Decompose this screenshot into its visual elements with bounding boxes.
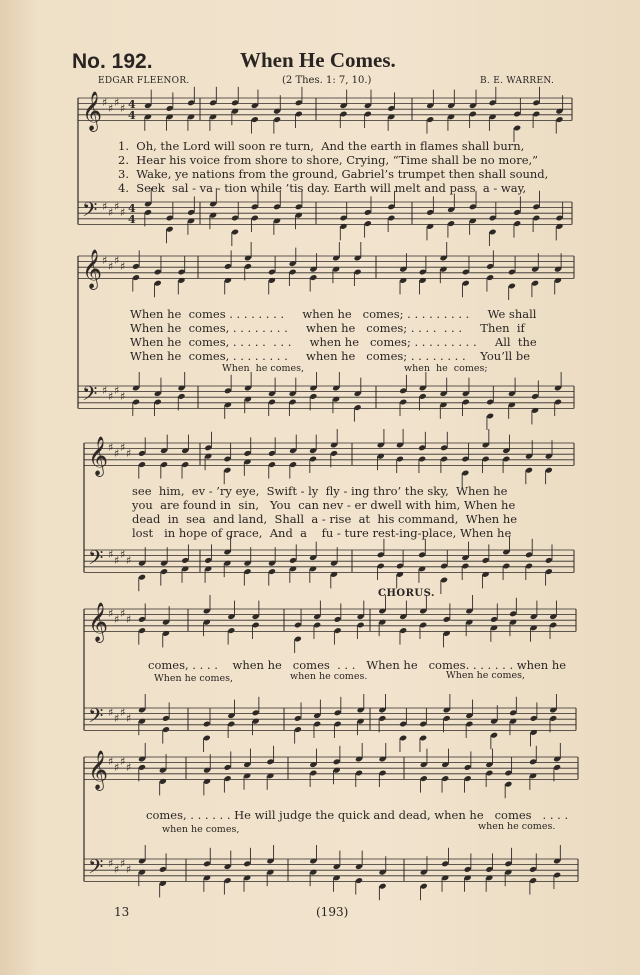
sharp-sign: ♯ bbox=[108, 548, 114, 561]
chorus-echo-4: when he comes, bbox=[162, 824, 240, 835]
time-signature: 4 bbox=[128, 98, 136, 111]
verse-3-line-3: dead in sea and land, Shall a - rise at his command, When he bbox=[132, 512, 518, 526]
sharp-sign: ♯ bbox=[120, 706, 126, 719]
sharp-sign: ♯ bbox=[114, 761, 120, 774]
time-signature: 4 bbox=[128, 213, 136, 226]
sharp-sign: ♯ bbox=[126, 761, 132, 774]
bass-echo-2: when he comes; bbox=[404, 363, 488, 374]
sharp-sign: ♯ bbox=[108, 607, 114, 620]
verse-1-line-1: 1. Oh, the Lord will soon re turn, And the earth in flames shall burn, bbox=[118, 139, 525, 153]
chorus-line-2: comes, . . . . . . He will judge the quick and dead, when he comes . . . . bbox=[146, 808, 569, 822]
verse-1-line-2: When he comes . . . . . . . . when he comes; . . . . . . . . . We shall bbox=[130, 307, 537, 321]
sharp-sign: ♯ bbox=[114, 447, 120, 460]
bass-clef: 𝄢 bbox=[88, 855, 104, 883]
sharp-sign: ♯ bbox=[120, 441, 126, 454]
hymn-number: No. 192. bbox=[72, 50, 153, 73]
treble-clef: 𝄞 bbox=[88, 436, 109, 476]
bass-echo-1: When he comes, bbox=[222, 363, 304, 374]
sharp-sign: ♯ bbox=[126, 554, 132, 567]
lyricist-credit: EDGAR FLEENOR. bbox=[98, 76, 190, 86]
sharp-sign: ♯ bbox=[114, 384, 120, 397]
bass-clef: 𝄢 bbox=[88, 704, 104, 732]
verse-2-line-3: you are found in sin, You can nev - er dwell with him, When he bbox=[132, 498, 516, 512]
sharp-sign: ♯ bbox=[126, 863, 132, 876]
verse-4-line-3: lost in hope of grace, And a fu - ture rest-ing-place, When he bbox=[132, 526, 512, 540]
sharp-sign: ♯ bbox=[114, 200, 120, 213]
chorus-echo-1: When he comes, bbox=[154, 673, 233, 684]
sharp-sign: ♯ bbox=[102, 200, 108, 213]
sharp-sign: ♯ bbox=[108, 857, 114, 870]
sharp-sign: ♯ bbox=[114, 613, 120, 626]
verse-2-line-1: 2. Hear his voice from shore to shore, Crying, “Time shall be no more,” bbox=[118, 153, 539, 167]
sharp-sign: ♯ bbox=[114, 554, 120, 567]
time-signature: 4 bbox=[128, 202, 136, 215]
chorus-echo-2: when he comes. bbox=[290, 671, 368, 682]
sharp-sign: ♯ bbox=[108, 390, 114, 403]
sharp-sign: ♯ bbox=[120, 607, 126, 620]
sharp-sign: ♯ bbox=[126, 712, 132, 725]
sharp-sign: ♯ bbox=[108, 706, 114, 719]
sharp-sign: ♯ bbox=[108, 260, 114, 273]
sharp-sign: ♯ bbox=[120, 857, 126, 870]
sharp-sign: ♯ bbox=[120, 206, 126, 219]
composer-credit: B. E. WARREN. bbox=[480, 76, 555, 86]
hymn-title: When He Comes. bbox=[240, 48, 396, 72]
verse-4-line-2: When he comes, . . . . . . . . when he comes; . . . . . . . . You’ll be bbox=[130, 349, 531, 363]
verse-1-line-3: see him, ev - ’ry eye, Swift - ly fly - ing thro’ the sky, When he bbox=[132, 484, 508, 498]
verse-4-line-1: 4. Seek sal - va - tion while ’tis day. Earth will melt and pass a - way, bbox=[118, 181, 527, 195]
sharp-sign: ♯ bbox=[102, 96, 108, 109]
sharp-sign: ♯ bbox=[126, 447, 132, 460]
chorus-echo-3: When he comes, bbox=[446, 670, 525, 681]
time-signature: 4 bbox=[128, 109, 136, 122]
sharp-sign: ♯ bbox=[108, 755, 114, 768]
treble-clef: 𝄞 bbox=[82, 249, 103, 289]
sharp-sign: ♯ bbox=[120, 548, 126, 561]
sharp-sign: ♯ bbox=[102, 384, 108, 397]
chorus-line-1: comes, . . . . when he comes . . . When he comes. . . . . . . when he bbox=[148, 658, 567, 672]
page-number-left: 13 bbox=[114, 905, 130, 919]
sharp-sign: ♯ bbox=[120, 755, 126, 768]
sharp-sign: ♯ bbox=[108, 441, 114, 454]
sharp-sign: ♯ bbox=[108, 102, 114, 115]
chorus-echo-5: when he comes. bbox=[478, 821, 556, 832]
verse-3-line-2: When he comes, . . . . . . . . when he comes; . . . . . . . . . All the bbox=[130, 335, 537, 349]
sharp-sign: ♯ bbox=[120, 390, 126, 403]
page-number-center: (193) bbox=[316, 905, 349, 919]
bass-clef: 𝄢 bbox=[82, 198, 98, 226]
sharp-sign: ♯ bbox=[126, 613, 132, 626]
verse-2-line-2: When he comes, . . . . . . . . when he comes; . . . . . . . Then if bbox=[130, 321, 525, 335]
verse-3-line-1: 3. Wake, ye nations from the ground, Gabriel’s trumpet then shall sound, bbox=[118, 167, 549, 181]
bass-clef: 𝄢 bbox=[88, 546, 104, 574]
scripture-reference: (2 Thes. 1: 7, 10.) bbox=[282, 75, 372, 86]
sharp-sign: ♯ bbox=[120, 102, 126, 115]
sharp-sign: ♯ bbox=[102, 254, 108, 267]
sharp-sign: ♯ bbox=[108, 206, 114, 219]
sharp-sign: ♯ bbox=[114, 254, 120, 267]
bass-clef: 𝄢 bbox=[82, 382, 98, 410]
sharp-sign: ♯ bbox=[114, 712, 120, 725]
treble-clef: 𝄞 bbox=[88, 602, 109, 642]
treble-clef: 𝄞 bbox=[88, 750, 109, 790]
sharp-sign: ♯ bbox=[114, 96, 120, 109]
treble-clef: 𝄞 bbox=[82, 91, 103, 131]
chorus-label: CHORUS. bbox=[378, 588, 435, 599]
sharp-sign: ♯ bbox=[120, 260, 126, 273]
sharp-sign: ♯ bbox=[114, 863, 120, 876]
